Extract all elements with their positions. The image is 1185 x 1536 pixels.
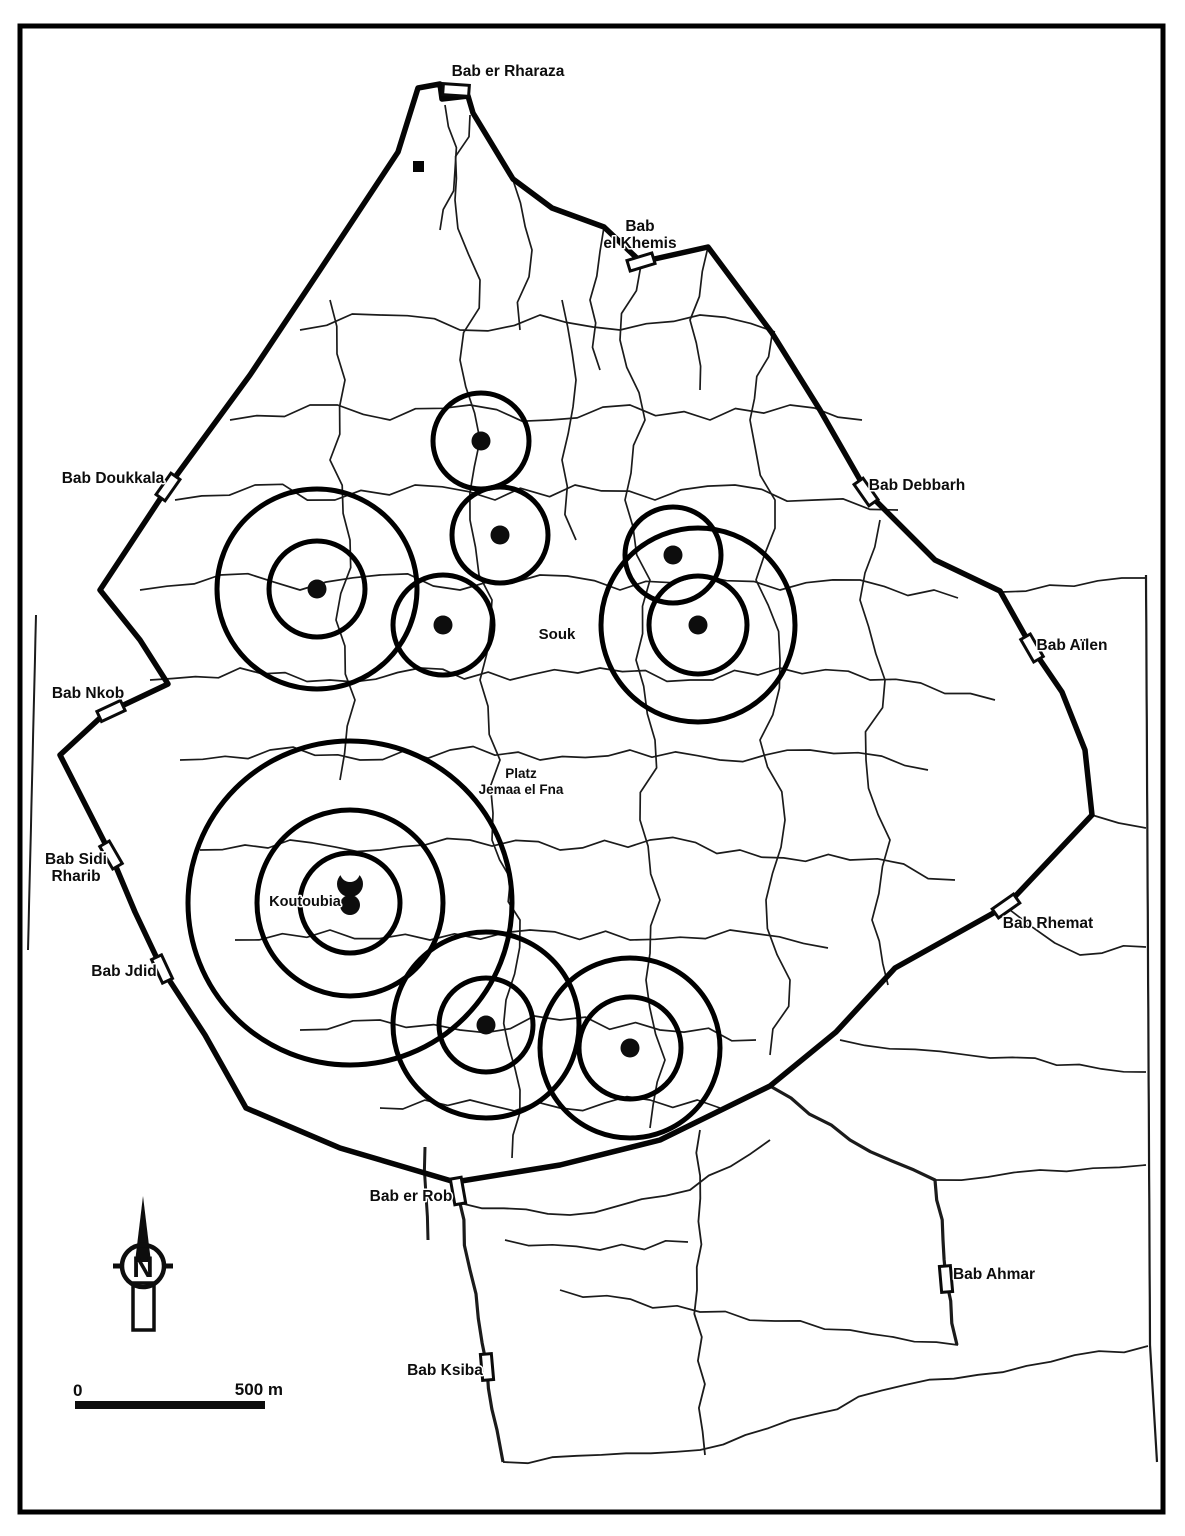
crescent-notch <box>340 862 360 882</box>
scale-start-label: 0 <box>73 1381 83 1400</box>
gate-marker <box>939 1266 952 1293</box>
gate-label: Bab er Rob <box>369 1188 453 1205</box>
wall-tower-mark <box>413 161 424 172</box>
gate-label: Bab Doukkala <box>61 470 165 487</box>
compass-north-letter: N <box>132 1251 154 1284</box>
gate-label: Bab el Khemis <box>603 218 677 252</box>
mosque-point <box>664 546 683 565</box>
gate-label: Bab Aïlen <box>1036 637 1108 654</box>
gate-label: Bab er Rharaza <box>451 63 565 80</box>
mosque-point <box>621 1039 640 1058</box>
gate-marker <box>450 1177 465 1205</box>
gate-label: Bab Ahmar <box>952 1266 1036 1283</box>
mosque-point <box>689 616 708 635</box>
mosque-point <box>477 1016 496 1035</box>
mosque-point <box>434 616 453 635</box>
mosque-point <box>308 580 327 599</box>
scale-bar-rule <box>75 1401 265 1409</box>
place-label-souk: Souk <box>538 626 576 643</box>
gate-label: Bab Jdid <box>91 963 157 980</box>
gate-label: Bab Debbarh <box>868 477 966 494</box>
gate-label: Bab Ksiba <box>407 1362 483 1379</box>
gate-label: Bab Sidi Rharib <box>44 851 108 885</box>
place-label-platz-jemaa-el-fna: Platz Jemaa el Fna <box>478 766 564 797</box>
gate-label: Bab Nkob <box>51 685 125 702</box>
compass-stem <box>133 1283 154 1330</box>
place-label-koutoubia: Koutoubia <box>269 894 341 910</box>
gate-marker <box>443 84 470 97</box>
scale-end-label: 500 m <box>234 1380 283 1399</box>
mosque-point <box>491 526 510 545</box>
mosque-point <box>472 432 491 451</box>
mosque-point <box>340 895 360 915</box>
gate-label: Bab Rhemat <box>1002 915 1094 932</box>
